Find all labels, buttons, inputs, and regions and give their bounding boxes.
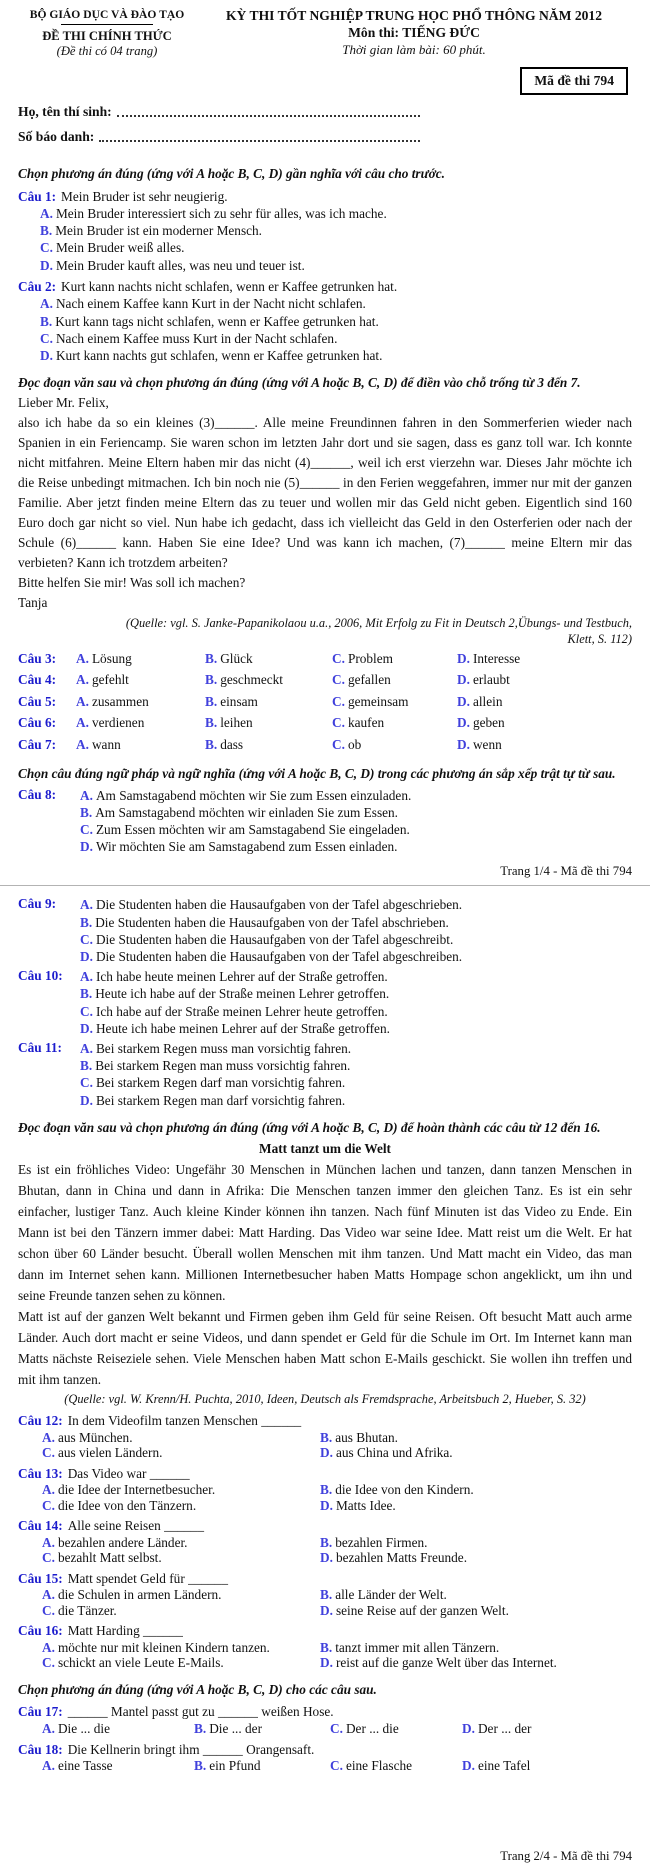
exam-duration: Thời gian làm bài: 60 phút. [342,42,486,57]
option-d: D. geben [457,715,505,731]
question-9-label: Câu 9: [18,896,57,912]
question-1-options [40,205,632,274]
exam-code-row [18,67,628,95]
option-a: A. Lösung [76,650,132,666]
question-17-label: Câu 17: [18,1704,63,1720]
question-5 [18,691,632,713]
option-d: D. aus China und Afrika. [320,1445,453,1461]
question-14-options [42,1535,632,1566]
option-b: B. Glück [205,650,253,666]
option-a: A. die Schulen in armen Ländern. [42,1587,222,1603]
candidate-name-label: Họ, tên thí sinh: [18,104,112,119]
option-b: B. tanzt immer mit allen Tänzern. [320,1639,500,1655]
question-4-label: Câu 4: [18,672,57,688]
letter-signature: Tanja [18,594,48,610]
option-a: A. wann [76,736,121,752]
option-c: C. Bei starkem Regen darf man vorsichtig fahren. [80,1075,346,1091]
instruction-4: Đọc đoạn văn sau và chọn phương án đúng (ứng với A hoặc B, C, D) để hoàn thành các câu từ 12 đến 16. [18,1119,601,1135]
option-b: B. Mein Bruder ist ein moderner Mensch. [40,223,262,239]
option-a: A. die Idee der Internetbesucher. [42,1482,216,1498]
question-13 [18,1465,632,1514]
candidate-id-dotted-line [99,139,420,142]
option-d: D. Der ... der [462,1720,532,1736]
question-17-options [42,1721,632,1737]
header-left [18,8,196,59]
instruction-2: Đọc đoạn văn sau và chọn phương án đúng (ứng với A hoặc B, C, D) để điền vào chỗ trống từ 3 đến 7. [18,375,581,391]
question-8 [18,787,632,856]
option-b: B. ein Pfund [194,1758,261,1774]
question-17 [18,1703,632,1737]
pages-note: (Đề thi có 04 trang) [56,44,158,58]
page-divider [0,885,650,886]
question-14 [18,1517,632,1566]
option-b: B. Am Samstagabend möchten wir einladen Sie zum Essen. [80,804,399,820]
question-11-label: Câu 11: [18,1040,62,1056]
option-c: C. Mein Bruder weiß alles. [40,240,185,256]
option-b: B. dass [205,736,244,752]
option-a: A. Bei starkem Regen muss man vorsichtig fahren. [80,1041,352,1057]
question-18-label: Câu 18: [18,1741,63,1757]
question-18-options [42,1758,632,1774]
header-right [196,8,632,59]
option-a: A. zusammen [76,693,149,709]
option-d: D. eine Tafel [462,1758,531,1774]
option-d: D. Mein Bruder kauft alles, was neu und teuer ist. [40,257,305,273]
letter-closing: Bitte helfen Sie mir! Was soll ich machen? [18,574,246,590]
option-c: C. gemeinsam [332,693,409,709]
option-b: B. aus Bhutan. [320,1429,398,1445]
question-8-label: Câu 8: [18,786,57,802]
option-c: C. kaufen [332,715,385,731]
instruction-1: Chọn phương án đúng (ứng với A hoặc B, C, D) gần nghĩa với câu cho trước. [18,166,445,181]
question-1 [18,188,632,274]
question-7 [18,734,632,756]
option-d: D. reist auf die ganze Welt über das Internet. [320,1655,557,1671]
candidate-id-row [18,129,420,145]
instruction-5: Chọn phương án đúng (ứng với A hoặc B, C, D) cho các câu sau. [18,1681,377,1697]
header [18,8,632,59]
question-7-label: Câu 7: [18,736,57,752]
option-b: B. Bei starkem Regen man muss vorsichtig fahren. [80,1058,351,1074]
question-18 [18,1741,632,1775]
option-d: D. allein [457,693,503,709]
option-b: B. Die ... der [194,1720,263,1736]
question-14-label: Câu 14: [18,1518,63,1534]
option-b: B. Kurt kann tags nicht schlafen, wenn er Kaffee getrunken hat. [40,313,379,329]
passage-2-title: Matt tanzt um die Welt [259,1141,391,1157]
option-c: C. aus vielen Ländern. [42,1445,163,1461]
question-17-stem: ______ Mantel passt gut zu ______ weißen Hose. [67,1704,334,1720]
question-10 [18,968,632,1037]
option-d: D. Kurt kann nachts gut schlafen, wenn er Kaffee getrunken hat. [40,347,383,363]
source-line-1: (Quelle: vgl. S. Janke-Papanikolaou u.a., 2006, Mit Erfolg zu Fit in Deutsch 2,Übungs- und Testbuch, [125,615,632,630]
option-b: B. leihen [205,715,253,731]
option-d: D. wenn [457,736,502,752]
question-1-stem: Mein Bruder ist sehr neugierig. [61,188,228,204]
option-c: C. eine Flasche [330,1758,413,1774]
passage-1-source [18,615,632,648]
ministry-name: BỘ GIÁO DỤC VÀ ĐÀO TẠO [29,8,185,21]
option-c: C. ob [332,736,362,752]
option-b: B. einsam [205,693,258,709]
question-10-options [80,968,632,1037]
passage-2-paragraph-2: Matt ist auf der ganzen Welt bekannt und Firmen geben ihm Geld für seine Reisen. Oft besucht Matt auch arme Länder. Auch dort macht er seine Videos, und dann spendet er Geld für die Schule im Ort. Im Internet kann man Matts nächste Reiseziele sehen. Viele Menschen haben Matt schon E-Mails geschickt. Sie wollen ihn treffen und mit ihm tanzen. [18,1309,632,1388]
question-16-label: Câu 16: [18,1623,63,1639]
exam-type: ĐỀ THI CHÍNH THỨC [42,29,172,43]
option-a: A. Am Samstagabend möchten wir Sie zum Essen einzuladen. [80,787,412,803]
option-b: B. Die Studenten haben die Hausaufgaben von der Tafel abschrieben. [80,914,449,930]
question-9-options [80,896,632,965]
option-d: D. Bei starkem Regen man darf vorsichtig fahren. [80,1092,346,1108]
option-d: D. erlaubt [457,672,510,688]
option-d: D. Interesse [457,650,521,666]
question-18-stem: Die Kellnerin bringt ihm ______ Orangensaft. [67,1741,315,1757]
question-10-label: Câu 10: [18,968,63,984]
passage-2-source: (Quelle: vgl. W. Krenn/H. Puchta, 2010, Ideen, Deutsch als Fremdsprache, Arbeitsbuch 2, Hueber, S. 32) [64,1392,586,1407]
question-3 [18,648,632,670]
exam-title: KỲ THI TỐT NGHIỆP TRUNG HỌC PHỔ THÔNG NĂM 2012 [225,8,603,23]
question-2-options [40,295,632,364]
page-1-footer: Trang 1/4 - Mã đề thi 794 [500,864,632,879]
option-a: A. bezahlen andere Länder. [42,1534,188,1550]
question-6 [18,712,632,734]
option-c: C. schickt an viele Leute E-Mails. [42,1655,224,1671]
option-b: B. alle Länder der Welt. [320,1587,447,1603]
option-c: C. Nach einem Kaffee muss Kurt in der Nacht schlafen. [40,330,338,346]
instruction-3: Chọn câu đúng ngữ pháp và ngữ nghĩa (ứng với A hoặc B, C, D) trong các phương án sắp xếp trật tự từ sau. [18,766,616,782]
question-15-options [42,1587,632,1618]
option-a: A. Nach einem Kaffee kann Kurt in der Nacht nicht schlafen. [40,296,366,312]
option-b: B. Heute ich habe auf der Straße meinen Lehrer getroffen. [80,986,390,1002]
option-d: D. seine Reise auf der ganzen Welt. [320,1602,509,1618]
source-line-2: Klett, S. 112) [567,632,632,647]
question-14-stem: Alle seine Reisen ______ [67,1518,204,1534]
option-d: D. Matts Idee. [320,1497,396,1513]
question-16-options [42,1640,632,1671]
option-a: A. gefehlt [76,672,129,688]
question-16-stem: Matt Harding ______ [67,1623,183,1639]
question-11-options [80,1040,632,1109]
question-12 [18,1412,632,1461]
option-d: D. Wir möchten Sie am Samstagabend zum Essen einladen. [80,839,398,855]
question-15 [18,1570,632,1619]
question-4 [18,669,632,691]
option-c: C. die Idee von den Tänzern. [42,1497,197,1513]
option-c: C. Ich habe auf der Straße meinen Lehrer heute getroffen. [80,1003,388,1019]
question-13-options [42,1482,632,1513]
question-11 [18,1040,632,1109]
question-12-options [42,1430,632,1461]
option-c: C. gefallen [332,672,391,688]
question-12-label: Câu 12: [18,1413,63,1429]
option-d: D. Heute ich habe meinen Lehrer auf der Straße getroffen. [80,1020,390,1036]
letter-body: also ich habe da so ein kleines (3)______. Alle meine Freundinnen fahren in den Sommerferien wieder nach Spanien in ein Feriencamp. Sie waren schon im letzten Jahr dort und sie sagen, dass es ganz toll war. Ich konnte nicht mitfahren. Meine Eltern haben mir das nicht (4)______, weil ich erst vierzehn war. Dieses Jahr möchte ich die Reise unbedingt mitmachen. Ich bin noch nie (5)______ in den Ferien weggefahren, immer nur mit der ganzen Familie. Aber jetzt finden meine Eltern das zu teuer und wollen mir das Geld nicht geben. Eigentlich sind 160 Euro doch gar nicht so viel. Nun habe ich gedacht, dass ich vielleicht das Geld in den Osterferien oder nach der Schule (6)______ kann. Haben Sie eine Idee? Und was kann ich machen, (7)______ meine Eltern mir das verbieten? Kann ich trotzdem arbeiten? [18,414,632,570]
exam-subject: Môn thi: TIẾNG ĐỨC [348,25,480,40]
option-a: A. Mein Bruder interessiert sich zu sehr für alles, was ich mache. [40,206,387,221]
page-2-footer: Trang 2/4 - Mã đề thi 794 [500,1849,632,1863]
question-2-stem: Kurt kann nachts nicht schlafen, wenn er Kaffee getrunken hat. [61,278,398,294]
option-c: C. Problem [332,650,393,666]
option-a: A. verdienen [76,715,145,731]
question-13-label: Câu 13: [18,1465,63,1481]
candidate-id-label: Số báo danh: [18,129,95,144]
option-a: A. aus München. [42,1429,133,1445]
candidate-name-row [18,104,420,120]
option-b: B. geschmeckt [205,672,283,688]
question-8-options [80,787,632,856]
question-2 [18,278,632,364]
option-a: A. Die Studenten haben die Hausaufgaben von der Tafel abgeschrieben. [80,897,463,913]
exam-code-box: Mã đề thi 794 [520,67,628,95]
question-9 [18,896,632,965]
option-a: A. eine Tasse [42,1758,113,1774]
option-a: A. möchte nur mit kleinen Kindern tanzen. [42,1639,270,1655]
option-a: A. Die ... die [42,1720,111,1736]
option-c: C. Die Studenten haben die Hausaufgaben von der Tafel abgeschreibt. [80,931,454,947]
passage-2-paragraph-1: Es ist ein fröhliches Video: Ungefähr 30 Menschen in München lachen und tanzen, dann tanzen Menschen in Bhutan, dann in China und dann in Afrika: Die Menschen tanzen immer den gleichen Tanz. Es ist ein sehr einfacher, lustiger Tanz. Auch kleine Kinder können ihn tanzen. Nach fünf Minuten ist das Video zu Ende. Ein Mann ist bei den Tänzern immer dabei: Matt Harding. Das Video war seine Idee. Matt reist um die Welt. Er hat schon über 60 Länder besucht. Überall wollen Menschen mit ihm tanzen. Und Matt macht ein Video, das man dann im Internet sehen kann. Millionen Internetbesucher haben Matts Hompage schon angeklickt, um ihn und seine Freunde tanzen sehen zu können. [18,1162,632,1304]
question-3-label: Câu 3: [18,650,57,666]
option-b: B. die Idee von den Kindern. [320,1482,474,1498]
question-15-label: Câu 15: [18,1570,63,1586]
option-d: D. Die Studenten haben die Hausaufgaben von der Tafel abgeschreiben. [80,949,463,965]
question-5-label: Câu 5: [18,693,57,709]
option-c: C. Zum Essen möchten wir am Samstagabend Sie eingeladen. [80,822,410,838]
question-6-label: Câu 6: [18,715,57,731]
option-c: C. die Tänzer. [42,1602,117,1618]
option-c: C. bezahlt Matt selbst. [42,1550,162,1566]
option-b: B. bezahlen Firmen. [320,1534,428,1550]
question-16 [18,1622,632,1671]
option-d: D. bezahlen Matts Freunde. [320,1550,468,1566]
candidate-name-dotted-line [117,114,420,117]
question-2-label: Câu 2: [18,278,57,294]
option-c: C. Der ... die [330,1720,399,1736]
option-a: A. Ich habe heute meinen Lehrer auf der Straße getroffen. [80,969,388,985]
question-13-stem: Das Video war ______ [67,1465,190,1481]
ministry-underline [61,24,153,25]
question-12-stem: In dem Videofilm tanzen Menschen ______ [67,1413,302,1429]
question-15-stem: Matt spendet Geld für ______ [67,1570,228,1586]
letter-greeting: Lieber Mr. Felix, [18,394,109,410]
question-1-label: Câu 1: [18,188,57,204]
